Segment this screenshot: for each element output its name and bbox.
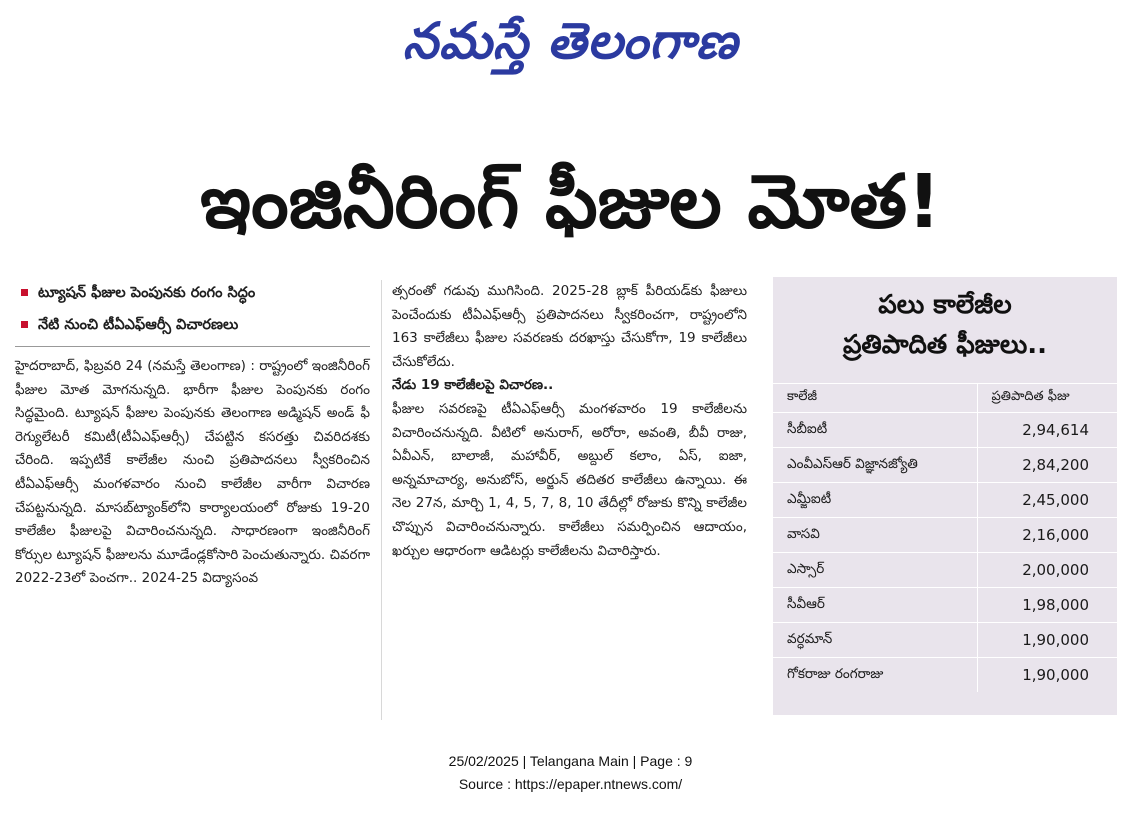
bullet-point: [15, 282, 370, 304]
college-name: ఎస్సార్: [773, 553, 977, 588]
bullet-text: నేటి నుంచి టీఏఎఫ్ఆర్సీ విచారణలు: [38, 317, 239, 333]
footer-date-page: 25/02/2025 | Telangana Main | Page : 9: [448, 753, 693, 769]
table-row: [773, 448, 1117, 483]
college-name: సీవీఆర్: [773, 588, 977, 623]
fee-value: 1,90,000: [977, 658, 1117, 693]
bullet-text: ట్యూషన్ ఫీజుల పెంపునకు రంగం సిద్ధం: [38, 285, 256, 301]
article-column-2: [392, 280, 747, 563]
college-name: ఎమ్జీఐటీ: [773, 483, 977, 518]
article-subheading: నేడు 19 కాలేజీలపై విచారణ..: [392, 377, 554, 394]
table-row: [773, 623, 1117, 658]
table-row: [773, 483, 1117, 518]
bullet-point: [15, 314, 370, 336]
college-name: సీబీఐటీ: [773, 413, 977, 448]
college-name: ఎంవీఎస్ఆర్ విజ్ఞానజ్యోతి: [773, 448, 977, 483]
college-name: వాసవి: [773, 518, 977, 553]
column-header-fee: ప్రతిపాదిత ఫీజు: [977, 384, 1117, 413]
fee-value: 1,90,000: [977, 623, 1117, 658]
divider: [15, 346, 370, 347]
fee-value: 2,94,614: [977, 413, 1117, 448]
table-row: [773, 588, 1117, 623]
fee-value: 2,84,200: [977, 448, 1117, 483]
college-name: వర్ధమాన్: [773, 623, 977, 658]
fee-value: 1,98,000: [977, 588, 1117, 623]
table-row: [773, 658, 1117, 693]
fee-sidebar-box: [773, 277, 1117, 715]
fee-box-title-line: ప్రతిపాదిత ఫీజులు..: [842, 330, 1048, 360]
article-headline: ఇంజినీరింగ్ ఫీజుల మోత!: [200, 159, 941, 245]
bullet-square-icon: [21, 321, 28, 328]
table-row: [773, 553, 1117, 588]
newspaper-masthead: నమస్తే తెలంగాణ: [402, 12, 739, 70]
page-footer: [0, 750, 1141, 796]
fee-box-title-line: పలు కాలేజీల: [878, 290, 1012, 320]
article-paragraph: హైదరాబాద్, ఫిబ్రవరి 24 (నమస్తే తెలంగాణ) : రాష్ట్రంలో ఇంజినీరింగ్ ఫీజుల మోత మోగనున్నది. భారీగా ఫీజుల పెంపునకు రంగం సిద్ధమైంది. ట్యూషన్ ఫీజుల పెంపునకు తెలంగాణ అడ్మిషన్ అండ్ ఫీ రెగ్యులేటరీ కమిటీ(టీఏఎఫ్ఆర్సీ) చేపట్టిన కసరత్తు చివరిదశకు చేరింది. ఇప్పటికే కాలేజీల నుంచి ప్రతిపాదనలు స్వీకరించిన టీఏఎఫ్ఆర్సీ మంగళవారం నుంచి కాలేజీల వారీగా విచారణ చేపట్టనున్నది. మాసబ్‌ట్యాంక్‌లోని కార్యాలయంలో రోజుకు 19-20 కాలేజీల ఫీజులపై విచారించనున్నది. సాధారణంగా ఇంజినీరింగ్ కోర్సుల ట్యూషన్ ఫీజులను మూడేండ్లకోసారి పెంచుతున్నారు. చివరగా 2022-23లో పెంచగా.. 2024-25 విద్యాసంవ: [15, 358, 370, 587]
fee-value: 2,45,000: [977, 483, 1117, 518]
table-row: [773, 518, 1117, 553]
college-name: గోకరాజు రంగరాజు: [773, 658, 977, 693]
fee-value: 2,00,000: [977, 553, 1117, 588]
table-row: [773, 413, 1117, 448]
table-header-row: [773, 384, 1117, 413]
column-divider: [381, 280, 382, 720]
column-header-college: కాలేజీ: [773, 384, 977, 413]
fee-value: 2,16,000: [977, 518, 1117, 553]
fee-table: [773, 383, 1117, 692]
footer-source: Source : https://epaper.ntnews.com/: [458, 776, 683, 792]
bullet-square-icon: [21, 289, 28, 296]
fee-box-title: [773, 285, 1117, 365]
article-column-1: [15, 282, 370, 591]
article-paragraph: త్సరంతో గడువు ముగిసింది. 2025-28 బ్లాక్ పీరియడ్‌కు ఫీజులు పెంచేందుకు టీఏఎఫ్ఆర్సీ ప్రతిపాదనలు స్వీకరించగా, రాష్ట్రంలోని 163 కాలేజీలు ఫీజుల సవరణకు దరఖాస్తు చేసుకోగా, 19 కాలేజీలు చేసుకోలేదు.: [392, 283, 747, 370]
article-paragraph: ఫీజుల సవరణపై టీఏఎఫ్ఆర్సీ మంగళవారం 19 కాలేజీలను విచారించనున్నది. వీటిలో అనురాగ్, అరోరా, అవంతి, బీవీ రాజు, ఏవీఎన్, బాలాజీ, మహావీర్, అబ్దుల్ కలాం, ఏస్, ఐజా, అన్నమాచార్య, అనుబోస్, అర్జున్ తదితర కాలేజీలు ఉన్నాయి. ఈ నెల 27న, మార్చి 1, 4, 5, 7, 8, 10 తేదీల్లో రోజుకు కొన్ని కాలేజీల చొప్పున విచారించనున్నారు. కాలేజీలు సమర్పించిన ఆదాయం, ఖర్చుల ఆధారంగా ఆడిటర్లు కాలేజీలను విచారిస్తారు.: [392, 400, 747, 559]
